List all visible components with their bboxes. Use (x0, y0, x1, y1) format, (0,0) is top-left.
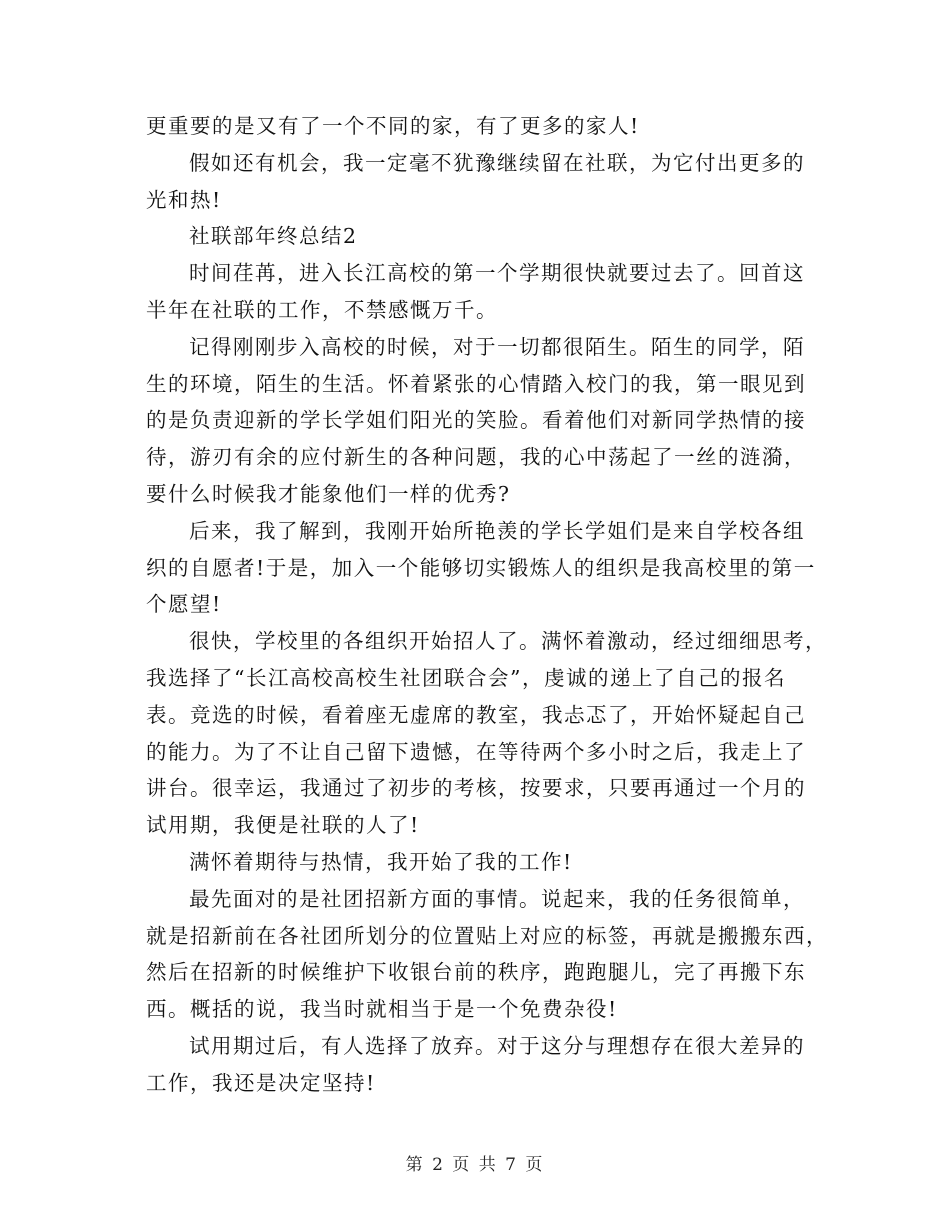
text-line: 半年在社联的工作，不禁感慨万千。 (146, 297, 498, 322)
text-line: 织的自愿者!于是，加入一个能够切实锻炼人的组织是我高校里的第一 (146, 555, 816, 580)
text-line: 个愿望! (146, 592, 222, 617)
text-line: 表。竞选的时候，看着座无虚席的教室，我忐忑了，开始怀疑起自己 (146, 702, 806, 727)
text-line: 光和热! (146, 187, 222, 212)
section-heading: 社联部年终总结2 (189, 224, 358, 249)
text-line: 时间荏苒，进入长江高校的第一个学期很快就要过去了。回首这 (189, 261, 805, 286)
text-line: 待，游刃有余的应付新生的各种问题，我的心中荡起了一丝的涟漪， (146, 445, 806, 470)
text-line: 然后在招新的时候维护下收银台前的秩序，跑跑腿儿，完了再搬下东 (146, 960, 806, 985)
text-line: 的是负责迎新的学长学姐们阳光的笑脸。看着他们对新同学热情的接 (146, 408, 806, 433)
text-line: 假如还有机会，我一定毫不犹豫继续留在社联，为它付出更多的 (189, 150, 805, 175)
text-line: 要什么时候我才能象他们一样的优秀? (146, 481, 511, 506)
text-line: 后来，我了解到，我刚开始所艳羡的学长学姐们是来自学校各组 (189, 518, 805, 543)
text-line: 很快，学校里的各组织开始招人了。满怀着激动，经过细细思考， (189, 629, 827, 654)
text-line: 满怀着期待与热情，我开始了我的工作! (189, 849, 573, 874)
text-line: 试用期过后，有人选择了放弃。对于这分与理想存在很大差异的 (189, 1033, 805, 1058)
text-line: 的能力。为了不让自己留下遗憾，在等待两个多小时之后，我走上了 (146, 739, 806, 764)
page-number-footer: 第 2 页 共 7 页 (405, 1155, 545, 1175)
text-line: 生的环境，陌生的生活。怀着紧张的心情踏入校门的我，第一眼见到 (146, 371, 806, 396)
text-line: 我选择了“长江高校高校生社团联合会”，虔诚的递上了自己的报名 (146, 665, 786, 690)
body-text (146, 108, 828, 1102)
text-line: 西。概括的说，我当时就相当于是一个免费杂役! (146, 997, 618, 1022)
text-line: 记得刚刚步入高校的时候，对于一切都很陌生。陌生的同学，陌 (189, 334, 805, 359)
text-line: 讲台。很幸运，我通过了初步的考核，按要求，只要再通过一个月的 (146, 776, 806, 801)
text-line: 试用期，我便是社联的人了! (146, 813, 420, 838)
text-line: 最先面对的是社团招新方面的事情。说起来，我的任务很简单， (189, 886, 805, 911)
text-line: 工作，我还是决定坚持! (146, 1070, 376, 1095)
text-line: 更重要的是又有了一个不同的家，有了更多的家人! (146, 114, 640, 138)
text-line: 就是招新前在各社团所划分的位置贴上对应的标签，再就是搬搬东西， (146, 923, 828, 948)
